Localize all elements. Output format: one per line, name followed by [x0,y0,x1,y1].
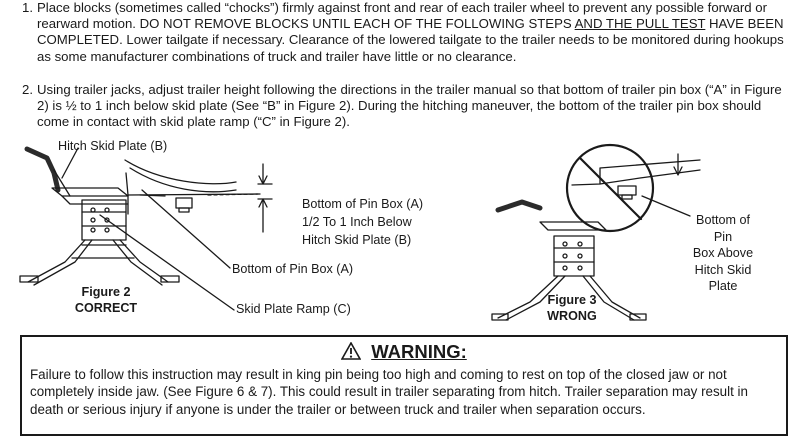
step-text: Using trailer jacks, adjust trailer height following the directions in the trailer manual so that bottom of trailer pin box (“A” in Figure 2) is ½ to 1 inch below skid plate (See “B” in Figure 2). During the hitching maneuver, the bottom of the trailer pin box should come in contact with skid plate ramp (“C” in Figure 2). [37,82,782,130]
warning-text: Failure to follow this instruction may result in king pin being too high and coming to rest on top of the closed jaw or not completely inside jaw. (See Figure 6 & 7). This could result in trailer separating from hitch. Trailer separation may result in death or serious injury if anyone is under the trailer or between truck and trailer when separation occurs. [30,367,748,417]
step-text-part: HAVE BEEN COMPLETED. Lower tailgate if necessary. Clearance of the lowered tailgate to the trailer needs to be monitored during hookups as some manufacturer combinations of truck and trailer have little or no clearance. [37,16,784,64]
label-figure-3-line-4: Hitch Skid [694,262,752,277]
underlined-emphasis: AND THE PULL TEST [574,16,706,32]
label-figure-3-line-1: Bottom of [696,213,750,227]
label-figure-3-line-5: Plate [708,279,738,294]
label-skid-plate-ramp: Skid Plate Ramp (C) [236,302,351,316]
figure-2-status: CORRECT [74,300,138,315]
warning-title: WARNING: [371,341,467,362]
label-dimension-line-2: 1/2 To 1 Inch Below [302,215,412,229]
figure-3-title: Figure 3 [547,293,597,307]
label-figure-3-note [680,212,766,295]
label-dimension-line-3: Hitch Skid Plate (B) [302,233,412,247]
label-figure-3-line-3: Box Above [692,246,754,261]
warning-triangle-icon [341,342,361,365]
figure-2-caption [58,285,154,316]
warning-heading [22,341,786,365]
label-dimension-line-1: Bottom of Pin Box (A) [302,197,424,211]
figure-3-status: WRONG [547,308,597,323]
step-number: 2. [22,82,33,97]
label-hitch-skid-plate: Hitch Skid Plate (B) [58,139,168,153]
warning-box [20,335,788,436]
step-number: 1. [22,0,33,15]
label-figure-3-line-2: Pin [713,229,733,244]
label-bottom-pin-box: Bottom of Pin Box (A) [232,262,354,276]
figure-2-title: Figure 2 [81,285,131,299]
step-text-part: Place blocks (sometimes called “chocks”) firmly against front and rear of each trailer wheel to prevent any possible forward or rearward motion. DO NOT REMOVE BLOCKS UNTIL EACH OF THE FOLLOWING STEPS [37,0,768,32]
figure-3-caption [524,293,620,324]
